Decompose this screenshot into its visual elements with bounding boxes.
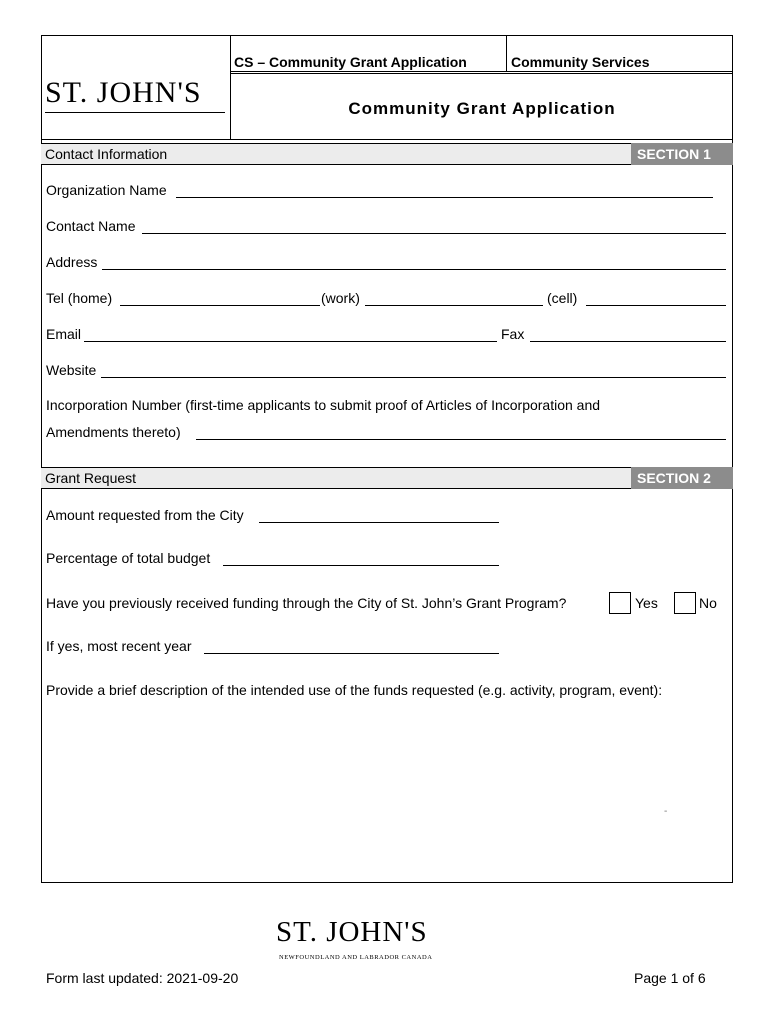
amount-requested-label: Amount requested from the City [46, 507, 244, 523]
footer-logo-subtitle: NEWFOUNDLAND AND LABRADOR CANADA [279, 954, 433, 961]
address-label: Address [46, 254, 98, 270]
no-checkbox[interactable] [674, 592, 696, 614]
section-header-grant [41, 467, 733, 489]
incorporation-field[interactable] [196, 439, 726, 440]
form-code: CS – Community Grant Application [234, 54, 467, 70]
section-badge: SECTION 2 [631, 467, 733, 489]
previous-funding-label: Have you previously received funding through the City of St. John’s Grant Program? [46, 595, 567, 611]
logo: ST. JOHN'S [45, 76, 202, 109]
fax-field[interactable] [530, 341, 726, 342]
tel-home-field[interactable] [120, 305, 320, 306]
website-field[interactable] [101, 377, 726, 378]
section-badge: SECTION 1 [631, 143, 733, 165]
organization-name-label: Organization Name [46, 182, 167, 198]
department-name: Community Services [511, 54, 650, 70]
header-divider [230, 71, 733, 74]
amount-requested-field[interactable] [259, 522, 499, 523]
form-title: Community Grant Application [348, 99, 616, 118]
tel-work-field[interactable] [365, 305, 543, 306]
header-divider [230, 35, 231, 139]
address-field[interactable] [102, 269, 726, 270]
recent-year-label: If yes, most recent year [46, 638, 192, 654]
page-number: Page 1 of 6 [634, 970, 706, 986]
email-field[interactable] [84, 341, 497, 342]
header-divider [41, 139, 733, 140]
contact-name-field[interactable] [142, 233, 726, 234]
email-label: Email [46, 326, 82, 342]
yes-label: Yes [635, 595, 658, 611]
stray-mark: - [664, 806, 668, 817]
section-title: Contact Information [45, 146, 168, 162]
contact-name-label: Contact Name [46, 218, 136, 234]
tel-cell-label: (cell) [547, 290, 578, 306]
logo-underline [45, 112, 225, 113]
section-header-contact [41, 143, 733, 165]
tel-home-label: Tel (home) [46, 290, 113, 306]
header-divider [506, 35, 507, 71]
recent-year-field[interactable] [204, 653, 499, 654]
footer-logo: ST. JOHN'S [276, 916, 428, 948]
yes-checkbox[interactable] [609, 592, 631, 614]
percentage-budget-field[interactable] [223, 565, 499, 566]
website-label: Website [46, 362, 97, 378]
description-area[interactable] [44, 702, 730, 880]
percentage-budget-label: Percentage of total budget [46, 550, 211, 566]
organization-name-field[interactable] [176, 197, 713, 198]
last-updated: Form last updated: 2021-09-20 [46, 970, 239, 986]
description-label: Provide a brief description of the intended use of the funds requested (e.g. activity, program, event): [46, 682, 663, 698]
tel-cell-field[interactable] [586, 305, 726, 306]
fax-label: Fax [501, 326, 525, 342]
section-title: Grant Request [45, 470, 137, 486]
no-label: No [699, 595, 717, 611]
incorporation-label: Incorporation Number (first-time applicants to submit proof of Articles of Incorporation and [46, 397, 601, 413]
incorporation-label-cont: Amendments thereto) [46, 424, 181, 440]
tel-work-label: (work) [321, 290, 360, 306]
